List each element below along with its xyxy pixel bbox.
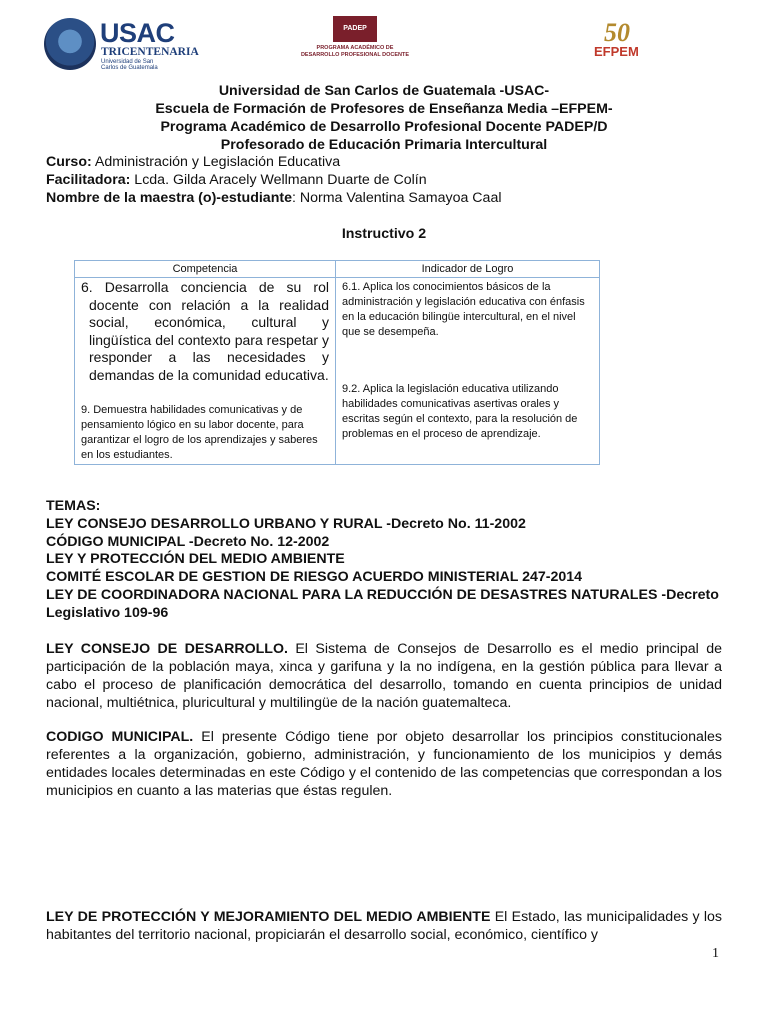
paragraph-consejo-desarrollo bbox=[46, 640, 722, 712]
instructivo-heading: Instructivo 2 bbox=[341, 226, 427, 242]
paragraph-title: CODIGO MUNICIPAL. bbox=[46, 729, 194, 745]
usac-seal-icon bbox=[44, 18, 96, 70]
paragraph-title: LEY CONSEJO DE DESARROLLO. bbox=[46, 641, 288, 657]
usac-logo bbox=[44, 16, 199, 72]
course-value: Administración y Legislación Educativa bbox=[91, 154, 341, 170]
competency-table bbox=[74, 260, 600, 465]
usac-logo-text: USAC bbox=[100, 18, 175, 48]
facilitator-line bbox=[46, 171, 746, 189]
course-line bbox=[46, 153, 746, 171]
tema-item: CÓDIGO MUNICIPAL -Decreto No. 12-2002 bbox=[46, 533, 330, 550]
column-header-indicador: Indicador de Logro bbox=[336, 261, 600, 278]
paragraph-medio-ambiente bbox=[46, 908, 722, 944]
table-row bbox=[75, 278, 600, 465]
usac-logo-university: Universidad de San Carlos de Guatemala bbox=[101, 59, 158, 71]
student-line bbox=[46, 189, 746, 207]
title-school: Escuela de Formación de Profesores de Enseñanza Media –EFPEM- bbox=[155, 101, 613, 117]
page-number: 1 bbox=[712, 946, 719, 961]
title-degree: Profesorado de Educación Primaria Intercultural bbox=[220, 137, 548, 153]
tema-item: LEY Y PROTECCIÓN DEL MEDIO AMBIENTE bbox=[46, 551, 345, 568]
title-university: Universidad de San Carlos de Guatemala -USAC- bbox=[218, 83, 550, 99]
document-titles bbox=[0, 82, 768, 154]
tema-item: COMITÉ ESCOLAR DE GESTION DE RIESGO ACUERDO MINISTERIAL 247-2014 bbox=[46, 569, 583, 586]
course-label: Curso: bbox=[46, 154, 92, 170]
indicador-cell bbox=[336, 278, 600, 465]
padep-logo bbox=[300, 16, 410, 66]
table-header-row bbox=[75, 261, 600, 278]
title-program: Programa Académico de Desarrollo Profesional Docente PADEP/D bbox=[160, 119, 608, 135]
tema-item: LEY DE COORDINADORA NACIONAL PARA LA REDUCCIÓN DE DESASTRES NATURALES -Decreto Legislativo 109-96 bbox=[46, 586, 719, 621]
usac-logo-subtitle: TRICENTENARIA bbox=[101, 46, 199, 58]
paragraph-text: El Estado, las municipalidades y los habitantes del territorio nacional, propiciarán el desarrollo social, económico, científico y bbox=[46, 909, 722, 943]
padep-logo-caption: PROGRAMA ACADÉMICO DE DESARROLLO PROFESIONAL DOCENTE bbox=[300, 45, 410, 58]
efpem-logo-text: EFPEM bbox=[594, 44, 639, 59]
indicador-6-1: 6.1. Aplica los conocimientos básicos de la administración y legislación educativa con énfasis en la educación bilingüe intercultural, en el nivel que se desempeña. bbox=[342, 281, 585, 338]
paragraph-title: LEY DE PROTECCIÓN Y MEJORAMIENTO DEL MEDIO AMBIENTE bbox=[46, 909, 491, 925]
temas-heading: TEMAS: bbox=[46, 498, 101, 514]
competencia-9: 9. Demuestra habilidades comunicativas y de pensamiento lógico en su labor docente, para garantizar el logro de los aprendizajes y saberes en los estudiantes. bbox=[81, 403, 318, 461]
efpem-logo bbox=[592, 18, 662, 64]
temas-list bbox=[46, 498, 746, 623]
competencia-cell bbox=[75, 278, 336, 465]
facilitator-value: Lcda. Gilda Aracely Wellmann Duarte de Colín bbox=[130, 172, 427, 188]
indicador-9-2: 9.2. Aplica la legislación educativa utilizando habilidades comunicativas asertivas orales y escritas según el contexto, para la resolución de problemas en el proceso de aprendizaje. bbox=[342, 383, 578, 440]
student-label: Nombre de la maestra (o)-estudiante bbox=[46, 190, 292, 206]
tema-item: LEY CONSEJO DESARROLLO URBANO Y RURAL -Decreto No. 11-2002 bbox=[46, 515, 526, 532]
competencia-6: 6. Desarrolla conciencia de su rol docente con relación a la realidad social, económica, cultural y lingüística del contexto para respetar y responder a las necesidades y demandas de la comunidad educativa. bbox=[81, 279, 329, 383]
column-header-competencia: Competencia bbox=[75, 261, 336, 278]
course-info bbox=[46, 153, 746, 207]
paragraph-text: El Sistema de Consejos de Desarrollo es el medio principal de participación de la población maya, xinca y garifuna y la no indígena, en la gestión pública para llevar a cabo el proceso de planificación democrática del desarrollo, tomando en cuenta principios de unidad nacional, multiétnica, pluricultural y multilingüe de la nación guatemalteca. bbox=[46, 641, 722, 711]
student-value: : Norma Valentina Samayoa Caal bbox=[291, 190, 502, 206]
facilitator-label: Facilitadora: bbox=[46, 172, 131, 188]
paragraph-text: El presente Código tiene por objeto desarrollar los principios constitucionales referentes a la organización, gobierno, administración, y funcionamiento de los municipios y demás entidades locales determinadas en este Código y el contenido de las competencias que correspondan a los municipios en cuanto a las materias que éstas regulen. bbox=[46, 729, 722, 799]
paragraph-codigo-municipal bbox=[46, 728, 722, 800]
efpem-anniversary-number: 50 bbox=[604, 18, 630, 47]
padep-logo-mark: PADEP bbox=[333, 16, 377, 42]
